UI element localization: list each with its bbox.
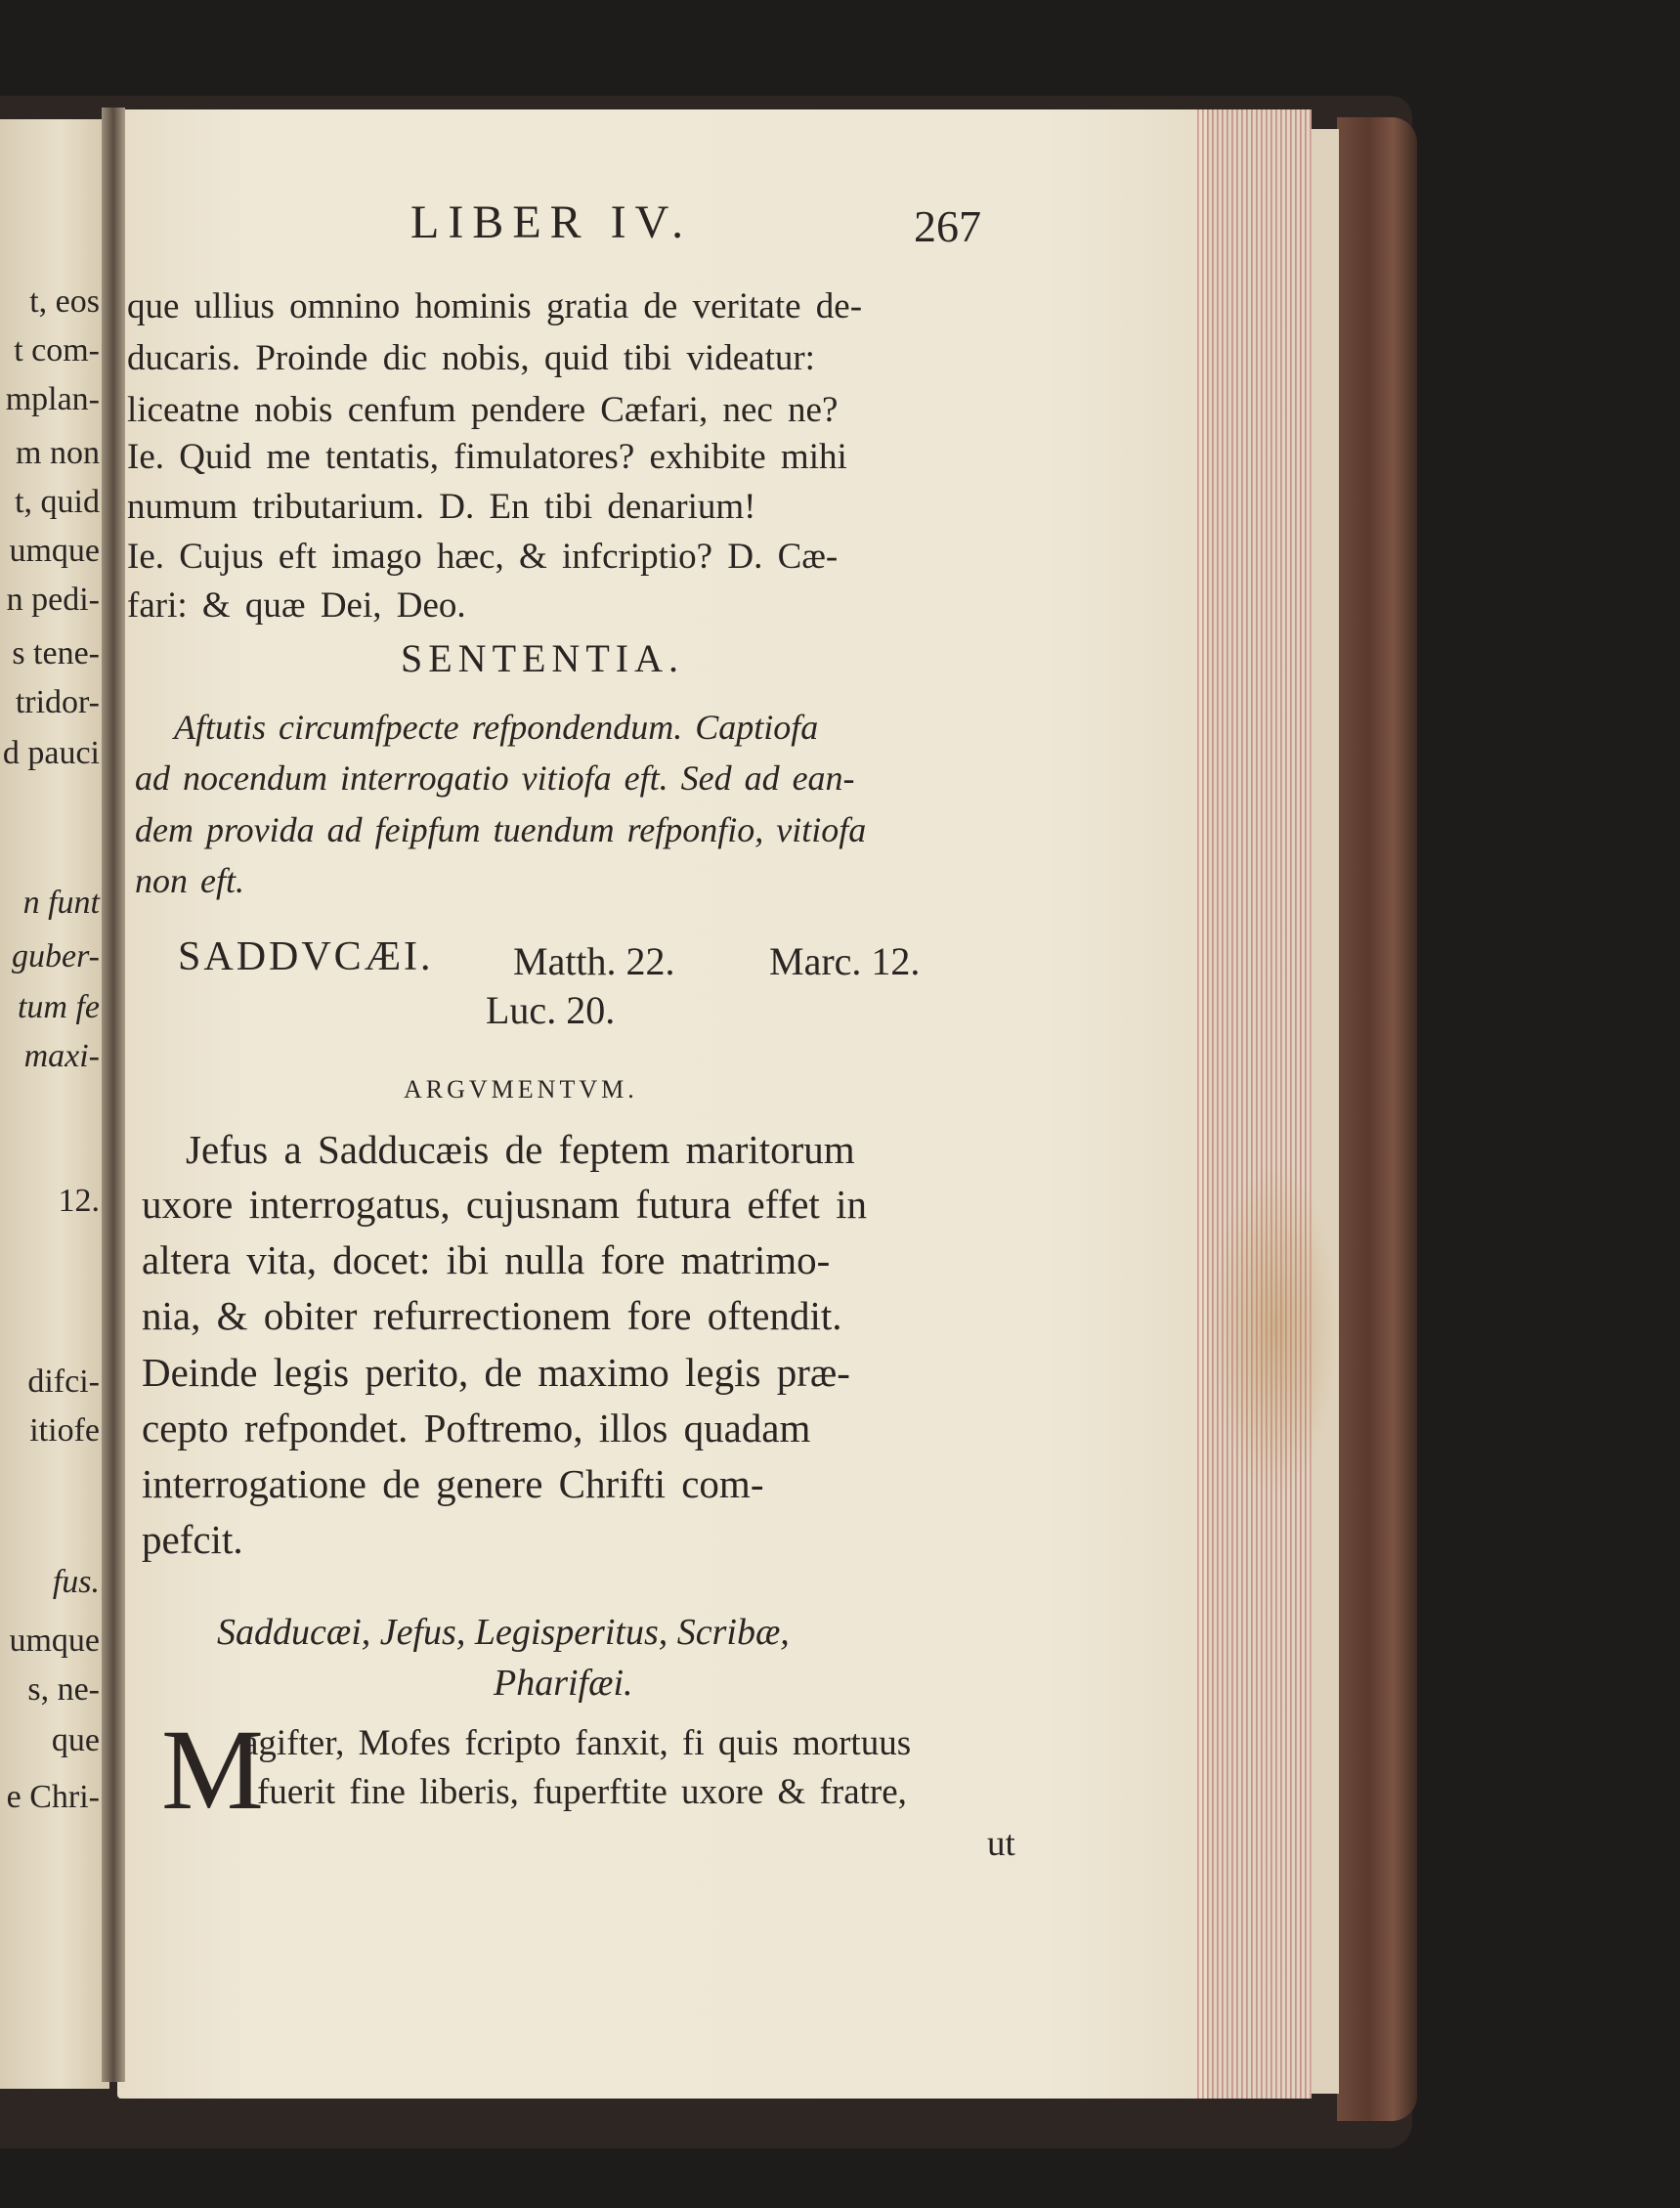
reference-luc: Luc. 20.	[486, 988, 616, 1032]
sententia-heading: SENTENTIA.	[401, 636, 684, 680]
left-page-line: difci-	[27, 1364, 100, 1400]
drop-cap: M	[161, 1706, 264, 1834]
left-page-line: m non	[16, 435, 100, 471]
argument-line: cepto refpondet. Poftremo, illos quadam	[142, 1406, 811, 1450]
left-page-line: t, quid	[15, 484, 100, 520]
dialogue-line: numum tributarium. D. En tibi denarium!	[127, 487, 756, 527]
dialogue-line: fari: & quæ Dei, Deo.	[127, 585, 466, 626]
body-line: agifter, Mofes fcripto fanxit, fi quis mortuus	[242, 1723, 912, 1763]
left-page-line: maxi-	[23, 1038, 100, 1074]
left-page-line: n pedi-	[6, 582, 100, 618]
argument-heading: ARGVMENTVM.	[404, 1075, 638, 1104]
body-line: fuerit fine liberis, fuperftite uxore & fratre,	[257, 1772, 907, 1812]
book-cover-edge	[1337, 117, 1417, 2121]
left-page-line: e Chri-	[6, 1779, 100, 1815]
argument-line: nia, & obiter refurrectionem fore oftendit.	[142, 1293, 842, 1338]
argument-line: interrogatione de genere Chrifti com-	[142, 1461, 764, 1506]
dialogue-line: Ie. Quid me tentatis, fimulatores? exhibite mihi	[127, 437, 847, 477]
argument-line: altera vita, docet: ibi nulla fore matrimo-	[142, 1237, 831, 1282]
dialogue-line: que ullius omnino hominis gratia de veritate de-	[127, 286, 863, 326]
argument-line: pefcit.	[142, 1517, 243, 1562]
sententia-line: Aftutis circumfpecte refpondendum. Captiofa	[174, 708, 819, 747]
book-gutter	[102, 108, 125, 2082]
left-page-line: tum fe	[17, 989, 100, 1025]
argument-line: Deinde legis perito, de maximo legis præ-	[142, 1350, 850, 1395]
left-page-line: t, eos	[29, 283, 100, 320]
left-page-fragment	[0, 119, 109, 2089]
left-page-line: guber-	[12, 938, 100, 974]
left-page-line: s, ne-	[27, 1671, 100, 1708]
left-page-line: itiofe	[29, 1412, 100, 1449]
water-stain	[1212, 1163, 1339, 1495]
page-number: 267	[914, 201, 981, 251]
left-page-line: 12.	[58, 1183, 100, 1219]
left-page-line: t com-	[14, 332, 100, 368]
catchword: ut	[987, 1824, 1015, 1864]
argument-line: Jefus a Sadducæis de feptem maritorum	[186, 1127, 855, 1172]
dialogue-line: liceatne nobis cenfum pendere Cæfari, nec ne?	[127, 390, 839, 430]
sententia-line: dem provida ad feipfum tuendum refponfio, vitiofa	[135, 810, 867, 849]
left-page-line: umque	[9, 533, 100, 569]
left-page-line: d pauci	[2, 735, 100, 771]
reference-matth: Matth. 22.	[513, 939, 675, 983]
right-page-edge-strip	[1310, 129, 1339, 2094]
page-block-edge	[1194, 109, 1312, 2099]
argument-line: uxore interrogatus, cujusnam futura effet in	[142, 1182, 867, 1227]
dialogue-line: ducaris. Proinde dic nobis, quid tibi videatur:	[127, 338, 815, 378]
left-page-line: fus.	[52, 1564, 100, 1600]
sententia-line: non eft.	[135, 861, 244, 900]
left-page-line: tridor-	[15, 684, 100, 720]
dramatis-personae-cont: Pharifæi.	[494, 1663, 633, 1704]
left-page-line: umque	[9, 1623, 100, 1659]
running-header: LIBER IV.	[410, 196, 693, 248]
dialogue-line: Ie. Cujus eft imago hæc, & infcriptio? D. Cæ-	[127, 537, 839, 577]
left-page-line: s tene-	[12, 635, 100, 671]
left-page-line: n funt	[22, 885, 100, 921]
section-title: SADDVCÆI.	[178, 934, 434, 979]
sententia-line: ad nocendum interrogatio vitiofa eft. Sed ad ean-	[135, 758, 855, 798]
dramatis-personae: Sadducæi, Jefus, Legisperitus, Scribæ,	[217, 1612, 790, 1653]
left-page-line: que	[51, 1722, 100, 1758]
left-page-line: mplan-	[5, 381, 100, 417]
reference-marc: Marc. 12.	[769, 939, 921, 983]
